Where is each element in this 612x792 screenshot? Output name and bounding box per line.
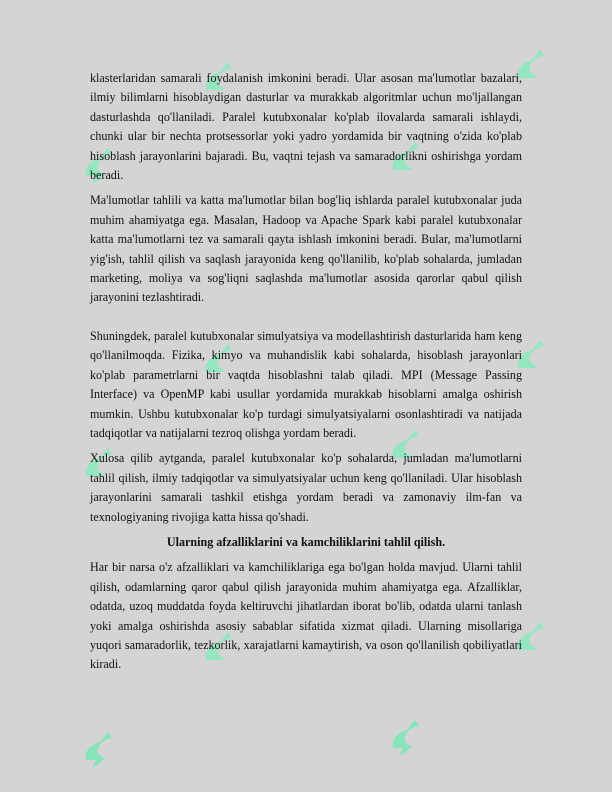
paragraph-1: klasterlaridan samarali foydalanish imkonini beradi. Ular asosan ma'lumotlar bazalari, ilmiy bilimlarni hisoblaydigan dasturlar va murakkab algoritmlar uchun mo'ljallangan dasturlashda qo'llaniladi. Paralel kutubxonalar ko'plab ilovalarda samarali ishlaydi, chunki ular bir nechta protsessorlar yoki yadro yordamida bir vaqtning o'zida ko'plab hisoblash jarayonlarini bajaradi. Bu, vaqtni tejash va samaradorlikni oshirishga yordam beradi. xyxy=(90,71,522,183)
paragraph-3: Shuningdek, paralel kutubxonalar simulyatsiya va modellashtirish dasturlarida ham keng qo'llanilmoqda. Fizika, kimyo va muhandislik kabi sohalarda, hisoblash jarayonlari ko'plab parametrlarni bir vaqtda hisoblashni talab qiladi. MPI (Message Passing Interface) va OpenMP kabi usullar yordamida murakkab hisoblarni amalga oshirish mumkin. Ushbu kutubxonalar ko'p turdagi simulyatsiyalarni osonlashtiradi va natijada tadqiqotlar va natijalarni tezroq olishga yordam beradi. xyxy=(90,328,522,440)
paragraph-4: Xulosa qilib aytganda, paralel kutubxonalar ko'p sohalarda, jumladan ma'lumotlarni tahlil qilish, ilmiy tadqiqotlar va simulyatsiyalar uchun keng qo'llaniladi. Ular hisoblash jarayonlarini samarali tashkil etishga yordam beradi va zamonaviy ilm-fan va texnologiyaning rivojiga katta hissa qo'shadi. xyxy=(90,451,522,524)
watermark-logo-icon xyxy=(385,710,425,760)
paragraph-5: Har bir narsa o'z afzalliklari va kamchiliklariga ega bo'lgan holda mavjud. Ularni tahlil qilish, odamlarning qaror qabul qilish jarayonida muhim ahamiyatga ega. Afzalliklar, odatda, uzoq muddatda foyda keltiruvchi jihatlardan iborat bo'lib, odatda ularni tanlash yoki amalga oshirishda asosiy sabablar sifatida xizmat qiladi. Ularning misollariga yuqori samaradorlik, tezkorlik, xarajatlarni kamaytirish, va oson qo'llanilish qobiliyatlari kiradi. xyxy=(90,560,522,672)
section-heading: Ularning afzalliklarini va kamchiliklarini tahlil qilish. xyxy=(166,534,446,549)
document-body xyxy=(90,69,522,675)
watermark-logo-icon xyxy=(78,722,118,772)
paragraph-2: Ma'lumotlar tahlili va katta ma'lumotlar bilan bog'liq ishlarda paralel kutubxonalar juda muhim ahamiyatga ega. Masalan, Hadoop va Apache Spark kabi paralel kutubxonalar katta ma'lumotlarni tez va samarali qayta ishlash imkonini beradi. Bular, ma'lumotlarni yig'ish, tahlil qilish va saqlash jarayonida keng qo'llanilib, ko'plab sohalarda, jumladan marketing, moliya va sog'liqni saqlashda ma'lumotlar asosida qarorlar qabul qilish jarayonini tezlashtiradi. xyxy=(90,193,522,305)
